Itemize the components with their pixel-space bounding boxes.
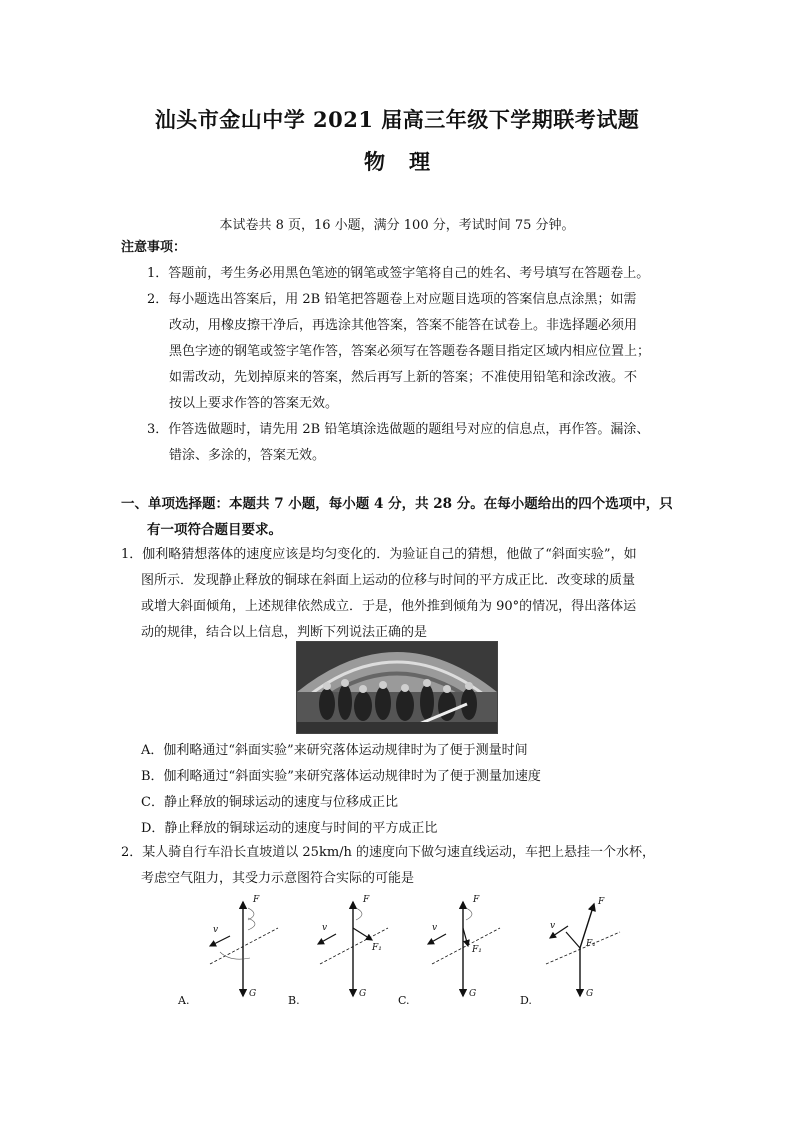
label-v-c: v — [432, 923, 438, 933]
q1-option-c: C．静止释放的铜球运动的速度与位移成正比 — [141, 795, 398, 810]
option-label-a: A. — [178, 994, 190, 1007]
note-2-line-3: 黑色字迹的钢笔或签字笔作答，答案必须写在答题卷各题目指定区域内相应位置上； — [169, 344, 651, 359]
diagram-b — [288, 895, 388, 1007]
q1-option-d: D．静止释放的铜球运动的速度与时间的平方成正比 — [141, 821, 438, 836]
label-f1-d: F₁ — [586, 939, 596, 949]
option-label-c: C. — [398, 994, 410, 1007]
q1-option-b: B．伽利略通过“斜面实验”来研究落体运动规律时为了便于测量加速度 — [141, 769, 541, 784]
notes-heading: 注意事项： — [121, 240, 187, 255]
note-1: 1．答题前，考生务必用黑色笔迹的钢笔或签字笔将自己的姓名、考号填写在答题卷上。 — [147, 266, 650, 281]
label-g-d: G — [586, 989, 594, 999]
label-g-b: G — [359, 989, 367, 999]
force-diagrams — [170, 888, 640, 1018]
subject-title: 物理 — [364, 149, 454, 174]
q1-stem-line-4: 动的规律，结合以上信息，判断下列说法正确的是 — [141, 625, 428, 640]
label-f-c: F — [473, 895, 480, 905]
galileo-experiment-photo — [296, 641, 498, 734]
label-v-d: v — [550, 921, 556, 931]
option-label-b: B. — [288, 994, 300, 1007]
diagram-a — [177, 895, 278, 1007]
diagram-d — [520, 897, 620, 1007]
label-f-d: F — [598, 897, 605, 907]
note-2-line-2: 改动，用橡皮擦干净后，再选涂其他答案，答案不能答在试卷上。非选择题必须用 — [169, 318, 638, 333]
label-f-b: F — [363, 895, 370, 905]
section-1-heading-line-1: 一、单项选择题：本题共 7 小题，每小题 4 分，共 28 分。在每小题给出的四个选项中，只 — [121, 496, 673, 512]
label-f1-b: F₁ — [372, 943, 382, 953]
note-2-line-5: 按以上要求作答的答案无效。 — [169, 396, 339, 411]
fresco-image — [297, 642, 497, 733]
q1-option-a: A．伽利略通过“斜面实验”来研究落体运动规律时为了便于测量时间 — [141, 743, 528, 758]
q1-stem-line-1: 1．伽利略猜想落体的速度应该是均匀变化的．为验证自己的猜想，他做了“斜面实验”，如 — [121, 547, 637, 562]
q2-stem-line-2: 考虑空气阻力，其受力示意图符合实际的可能是 — [141, 871, 415, 886]
note-3-line-2: 错涂、多涂的，答案无效。 — [169, 448, 326, 463]
exam-title: 汕头市金山中学 2021 届高三年级下学期联考试题 — [154, 107, 640, 132]
label-v-a: v — [213, 925, 219, 935]
diagram-c — [398, 895, 500, 1007]
section-1-heading-line-2: 有一项符合题目要求。 — [147, 522, 282, 538]
label-g-c: G — [469, 989, 477, 999]
exam-info: 本试卷共 8 页，16 小题，满分 100 分，考试时间 75 分钟。 — [219, 218, 575, 233]
label-v-b: v — [322, 923, 328, 933]
option-label-d: D. — [520, 994, 532, 1007]
q1-stem-line-2: 图所示．发现静止释放的铜球在斜面上运动的位移与时间的平方成正比．改变球的质量 — [141, 573, 636, 588]
q1-stem-line-3: 或增大斜面倾角，上述规律依然成立．于是，他外推到倾角为 90°的情况，得出落体运 — [141, 599, 637, 614]
note-3-line-1: 3．作答选做题时，请先用 2B 铅笔填涂选做题的题组号对应的信息点，再作答。漏涂、 — [147, 422, 650, 437]
note-2-line-1: 2．每小题选出答案后，用 2B 铅笔把答题卷上对应题目选项的答案信息点涂黑；如需 — [147, 292, 637, 307]
label-f-a: F — [253, 895, 260, 905]
q2-stem-line-1: 2．某人骑自行车沿长直坡道以 25km/h 的速度向下做匀速直线运动，车把上悬挂一个水杯， — [121, 845, 656, 860]
label-f1-c: F₁ — [472, 945, 482, 955]
note-2-line-4: 如需改动，先划掉原来的答案，然后再写上新的答案；不准使用铅笔和涂改液。不 — [169, 370, 638, 385]
label-g-a: G — [249, 989, 257, 999]
